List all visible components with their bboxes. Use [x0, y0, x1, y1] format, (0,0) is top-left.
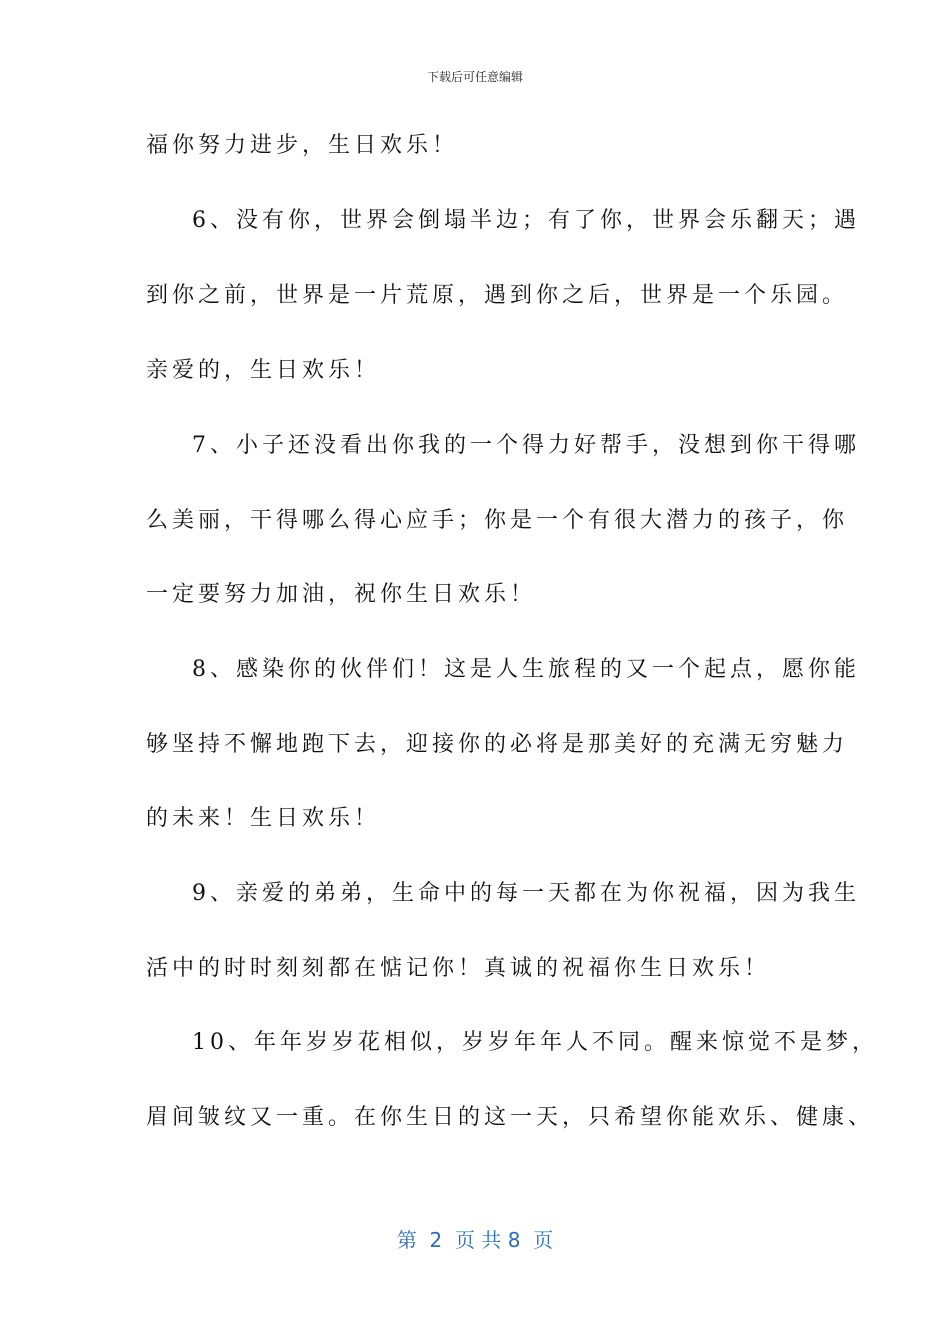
body-line: 么美丽，干得哪么得心应手；你是一个有很大潜力的孩子，你: [146, 508, 849, 533]
body-line: 7、小子还没看出你我的一个得力好帮手，没想到你干得哪: [192, 433, 860, 458]
body-line: 亲爱的，生日欢乐！: [146, 358, 381, 383]
body-line: 6、没有你，世界会倒塌半边；有了你，世界会乐翻天；遇: [192, 208, 860, 233]
page-number: 第 2 页 共 8 页: [396, 1228, 554, 1252]
body-line: 8、感染你的伙伴们！这是人生旅程的又一个起点，愿你能: [192, 657, 860, 682]
body-line: 活中的时时刻刻都在惦记你！真诚的祝福你生日欢乐！: [146, 956, 771, 981]
body-line: 一定要努力加油，祝你生日欢乐！: [146, 582, 537, 607]
body-line: 到你之前，世界是一片荒原，遇到你之后，世界是一个乐园。: [146, 283, 849, 308]
body-line: 10、年年岁岁花相似，岁岁年年人不同。醒来惊觉不是梦，: [192, 1030, 878, 1055]
body-line: 9、亲爱的弟弟，生命中的每一天都在为你祝福，因为我生: [192, 881, 860, 906]
body-line: 眉间皱纹又一重。在你生日的这一天，只希望你能欢乐、健康、: [146, 1105, 875, 1130]
body-line: 够坚持不懈地跑下去，迎接你的必将是那美好的充满无穷魅力: [146, 732, 849, 757]
body-line: 福你努力进步，生日欢乐！: [146, 133, 459, 158]
body-line: 的未来！生日欢乐！: [146, 806, 381, 831]
page-header-note: 下载后可任意编辑: [426, 70, 523, 84]
